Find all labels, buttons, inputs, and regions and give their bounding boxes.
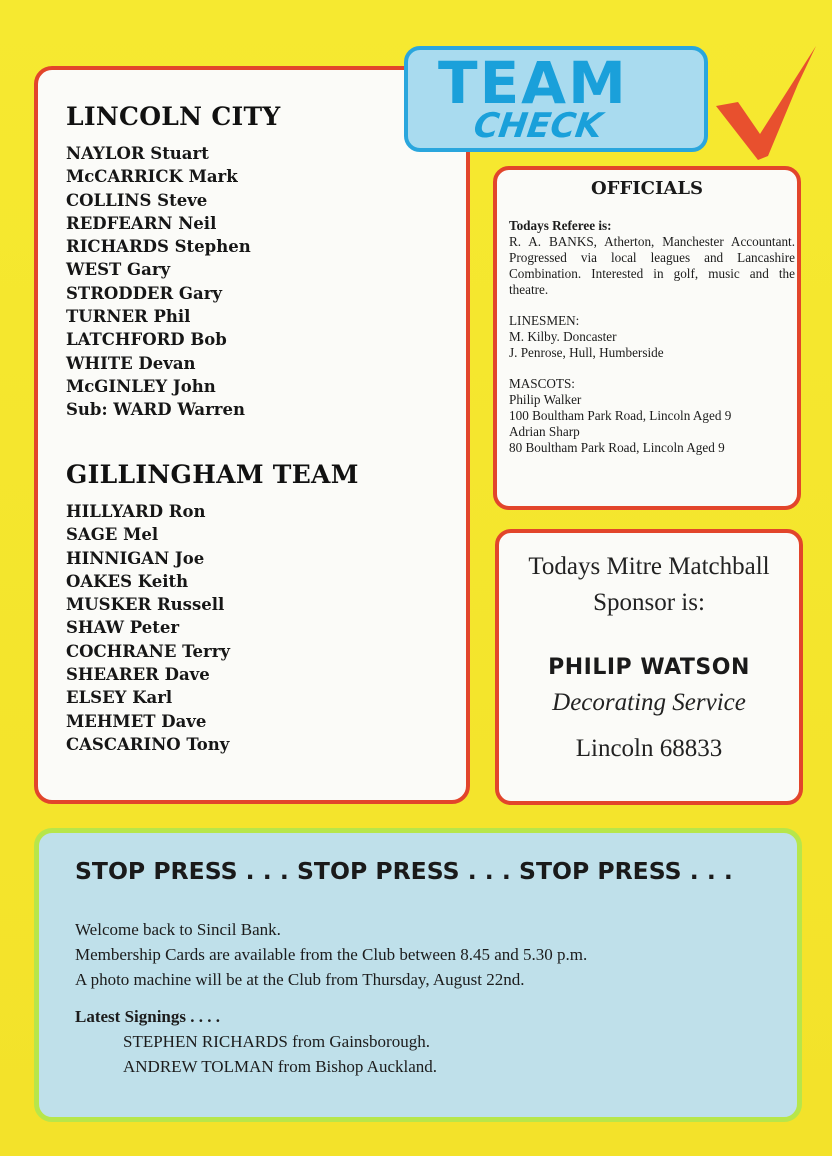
player-name: McGINLEY John bbox=[66, 376, 216, 396]
logo-check-text: CHECK bbox=[471, 106, 605, 146]
officials-panel bbox=[493, 166, 801, 510]
player-name: CASCARINO Tony bbox=[66, 734, 230, 754]
player-name: COLLINS Steve bbox=[66, 190, 208, 210]
news-line: Membership Cards are available from the Club between 8.45 and 5.30 p.m. bbox=[75, 945, 588, 964]
linesman-name: J. Penrose, Hull, Humberside bbox=[509, 345, 664, 360]
home-team-title: LINCOLN CITY bbox=[66, 102, 281, 131]
stop-press-panel bbox=[34, 828, 802, 1122]
player-name: SHAW Peter bbox=[66, 618, 180, 638]
player-name: OAKES Keith bbox=[66, 571, 189, 591]
away-team-title: GILLINGHAM TEAM bbox=[66, 460, 359, 489]
player-name: STRODDER Gary bbox=[66, 283, 222, 303]
player-name: SHEARER Dave bbox=[66, 665, 210, 685]
mascot-line: 100 Boultham Park Road, Lincoln Aged 9 bbox=[509, 408, 732, 423]
stop-press-body bbox=[75, 917, 775, 1079]
officials-body bbox=[509, 218, 795, 456]
player-name: NAYLOR Stuart bbox=[66, 144, 209, 163]
referee-label: Todays Referee is: bbox=[509, 218, 612, 233]
player-name: SAGE Mel bbox=[66, 525, 159, 545]
player-name: REDFEARN Neil bbox=[66, 213, 217, 233]
signings-label: Latest Signings . . . . bbox=[75, 1007, 220, 1026]
signing-line: ANDREW TOLMAN from Bishop Auckland. bbox=[123, 1057, 438, 1076]
sponsor-phone: Lincoln 68833 bbox=[575, 735, 723, 762]
sponsor-intro-line2: Sponsor is: bbox=[593, 589, 705, 616]
home-team-player-list bbox=[66, 142, 251, 422]
player-name: ELSEY Karl bbox=[66, 688, 173, 708]
referee-text: R. A. BANKS, Atherton, Manchester Accountant. Progressed via local leagues and Lancashire Combination. Interested in golf, music and the theatre. bbox=[509, 234, 795, 297]
linesman-name: M. Kilby. Doncaster bbox=[509, 329, 617, 344]
player-name: WHITE Devan bbox=[66, 353, 196, 373]
player-name: MEHMET Dave bbox=[66, 711, 207, 731]
substitute-name: Sub: WARD Warren bbox=[66, 400, 245, 420]
mascot-line: Adrian Sharp bbox=[509, 424, 580, 439]
linesmen-label: LINESMEN: bbox=[509, 313, 580, 328]
mascots-label: MASCOTS: bbox=[509, 376, 575, 391]
logo-team-text: TEAM bbox=[438, 49, 628, 117]
player-name: RICHARDS Stephen bbox=[66, 237, 251, 257]
news-line: A photo machine will be at the Club from Thursday, August 22nd. bbox=[75, 970, 525, 989]
player-name: COCHRANE Terry bbox=[66, 641, 231, 661]
sponsor-name: PHILIP WATSON bbox=[548, 655, 750, 680]
player-name: TURNER Phil bbox=[66, 307, 191, 327]
mascot-line: 80 Boultham Park Road, Lincoln Aged 9 bbox=[509, 440, 725, 455]
signing-line: STEPHEN RICHARDS from Gainsborough. bbox=[123, 1032, 430, 1051]
player-name: WEST Gary bbox=[66, 260, 171, 280]
player-name: MUSKER Russell bbox=[66, 595, 225, 615]
news-line: Welcome back to Sincil Bank. bbox=[75, 920, 281, 939]
checkmark-icon bbox=[712, 44, 822, 164]
sponsor-service: Decorating Service bbox=[552, 689, 746, 716]
team-lineups-panel bbox=[34, 66, 470, 804]
player-name: HILLYARD Ron bbox=[66, 502, 206, 521]
sponsor-intro-line1: Todays Mitre Matchball bbox=[528, 553, 770, 580]
mascot-line: Philip Walker bbox=[509, 392, 582, 407]
team-check-logo bbox=[404, 46, 708, 152]
stop-press-heading: STOP PRESS . . . STOP PRESS . . . STOP PRESS . . . bbox=[75, 857, 733, 885]
matchball-sponsor-panel bbox=[495, 529, 803, 805]
officials-heading: OFFICIALS bbox=[590, 178, 704, 199]
player-name: HINNIGAN Joe bbox=[66, 548, 205, 568]
player-name: LATCHFORD Bob bbox=[66, 330, 227, 350]
player-name: McCARRICK Mark bbox=[66, 167, 238, 187]
away-team-player-list bbox=[66, 500, 230, 756]
